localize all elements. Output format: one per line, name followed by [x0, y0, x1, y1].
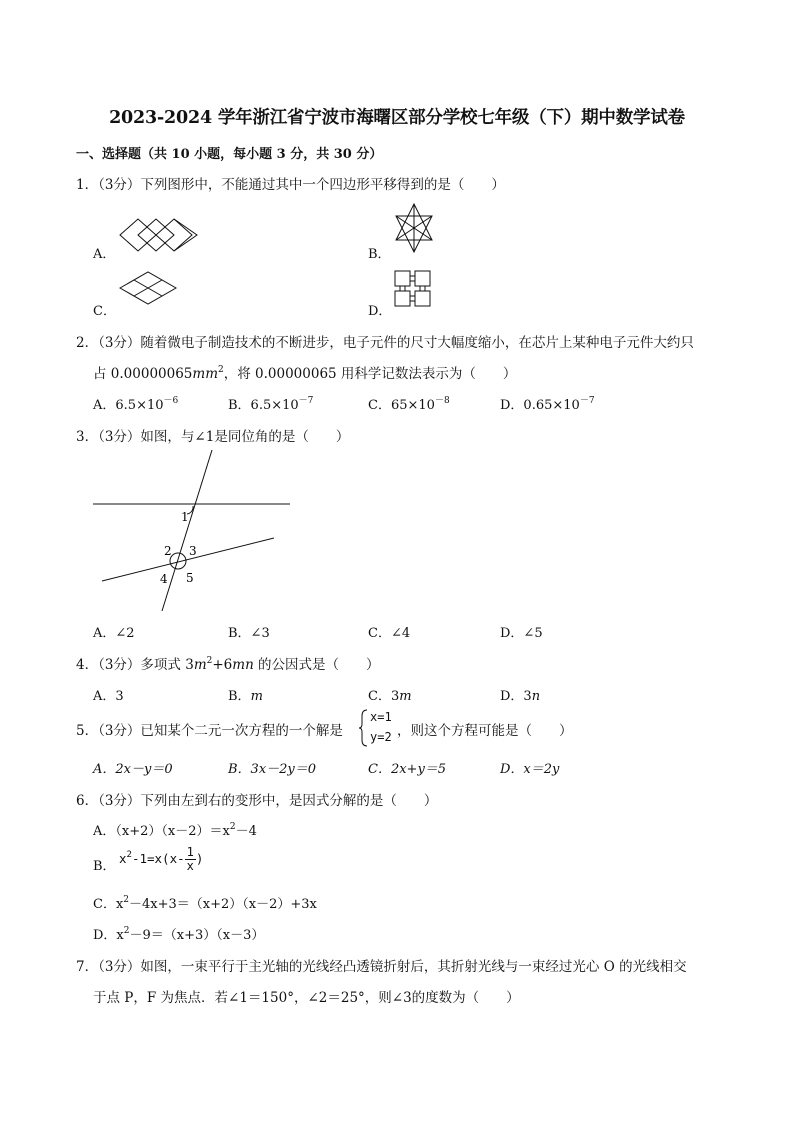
q5-option-c: C．2x+y＝5	[368, 762, 447, 777]
q1-figure-b	[392, 203, 436, 253]
q3-option-d: D．∠5	[500, 626, 543, 641]
q2-stem-line2: 占 $0.00000065mm^2$，将 0.00000065 用科学记数法表示为（ ）	[93, 365, 517, 382]
q6-stem: 6．（3分）下列由左到右的变形中，是因式分解的是（ ）	[76, 793, 438, 809]
section-heading: 一、选择题（共 10 小题，每小题 3 分，共 30 分）	[76, 147, 383, 162]
q5-stem-pre: 5．（3分）已知某个二元一次方程的一个解是	[76, 723, 343, 739]
q6-option-c: C．$x^2-4x+3=(x+2)(x-2)+3x$	[93, 895, 317, 912]
q6-option-a: A．$(x+2)(x-2)=x^2-4$	[93, 822, 257, 839]
exam-title: 2023-2024 学年浙江省宁波市海曙区部分学校七年级（下）期中数学试卷	[109, 108, 685, 128]
q4-stem: 4．（3分）多项式 $3m^2+6mn$ 的公因式是（ ）	[76, 656, 380, 673]
q3-figure	[90, 446, 295, 616]
q3-option-a: A．∠2	[93, 626, 135, 641]
q3-transversal-line	[162, 450, 212, 611]
q5-option-b: B．3x－2y＝0	[228, 762, 317, 777]
q5-system-eq1: x=1	[370, 710, 392, 724]
q3-stem: 3．（3分）如图，与∠1是同位角的是（ ）	[76, 429, 350, 445]
q2-option-b: B．$6.5\times 10^{-7}$	[228, 396, 314, 413]
q3-label-4: 4	[160, 572, 168, 586]
q3-option-b: B．∠3	[228, 626, 270, 641]
q3-option-c: C．∠4	[368, 626, 411, 641]
q5-system-eq2: y=2	[370, 730, 392, 744]
q1-stem: 1．（3分）下列图形中，不能通过其中一个四边形平移得到的是（ ）	[76, 177, 505, 193]
q2-stem-line1: 2．（3分）随着微电子制造技术的不断进步，电子元件的尺寸大幅度缩小，在芯片上某种电子元件大约只	[76, 335, 694, 351]
q5-option-d: D．x＝2y	[500, 762, 560, 777]
q1-figure-c	[118, 271, 178, 305]
q5-brace	[358, 709, 368, 747]
q1-option-c-label: C．	[93, 304, 116, 319]
q1-option-d-label: D．	[368, 304, 392, 319]
q3-label-3: 3	[189, 544, 197, 558]
q1-figure-d	[394, 270, 432, 308]
q1-option-a-label: A．	[93, 247, 116, 262]
q2-option-a: A．$6.5\times 10^{-6}$	[93, 396, 179, 413]
q6-option-b-label: B．	[93, 859, 116, 874]
q7-stem-line2: 于点 P，F 为焦点．若∠1＝150°，∠2＝25°，则∠3的度数为（ ）	[93, 990, 520, 1006]
q1-option-b-label: B．	[368, 247, 391, 262]
q3-label-1: 1	[181, 510, 189, 524]
q6-option-b-fraction: $\frac{1}{x}$	[186, 845, 194, 873]
q2-option-c: C．$65\times 10^{-8}$	[368, 396, 450, 413]
q1-figure-a	[118, 219, 200, 253]
q5-option-a: A．2x－y＝0	[93, 762, 173, 777]
q7-stem-line1: 7．（3分）如图，一束平行于主光轴的光线经凸透镜折射后，其折射光线与一束经过光心 O 的光线相交	[76, 959, 687, 975]
q4-option-b: B．m	[228, 689, 263, 704]
q2-option-d: D．$0.65\times 10^{-7}$	[500, 396, 595, 413]
q4-option-c: C．3m	[368, 689, 412, 704]
q3-label-2: 2	[164, 544, 172, 558]
q6-option-b-expr: $x^2-1=x(x-$ $\frac{1}{x}$ )	[119, 845, 204, 873]
q3-label-5: 5	[186, 571, 194, 585]
q5-stem-post: ，则这个方程可能是（ ）	[397, 723, 573, 739]
q4-option-a: A．3	[93, 689, 124, 704]
q6-option-d: D．$x^2-9=(x+3)(x-3)$	[93, 926, 265, 943]
q4-option-d: D．3n	[500, 689, 541, 704]
